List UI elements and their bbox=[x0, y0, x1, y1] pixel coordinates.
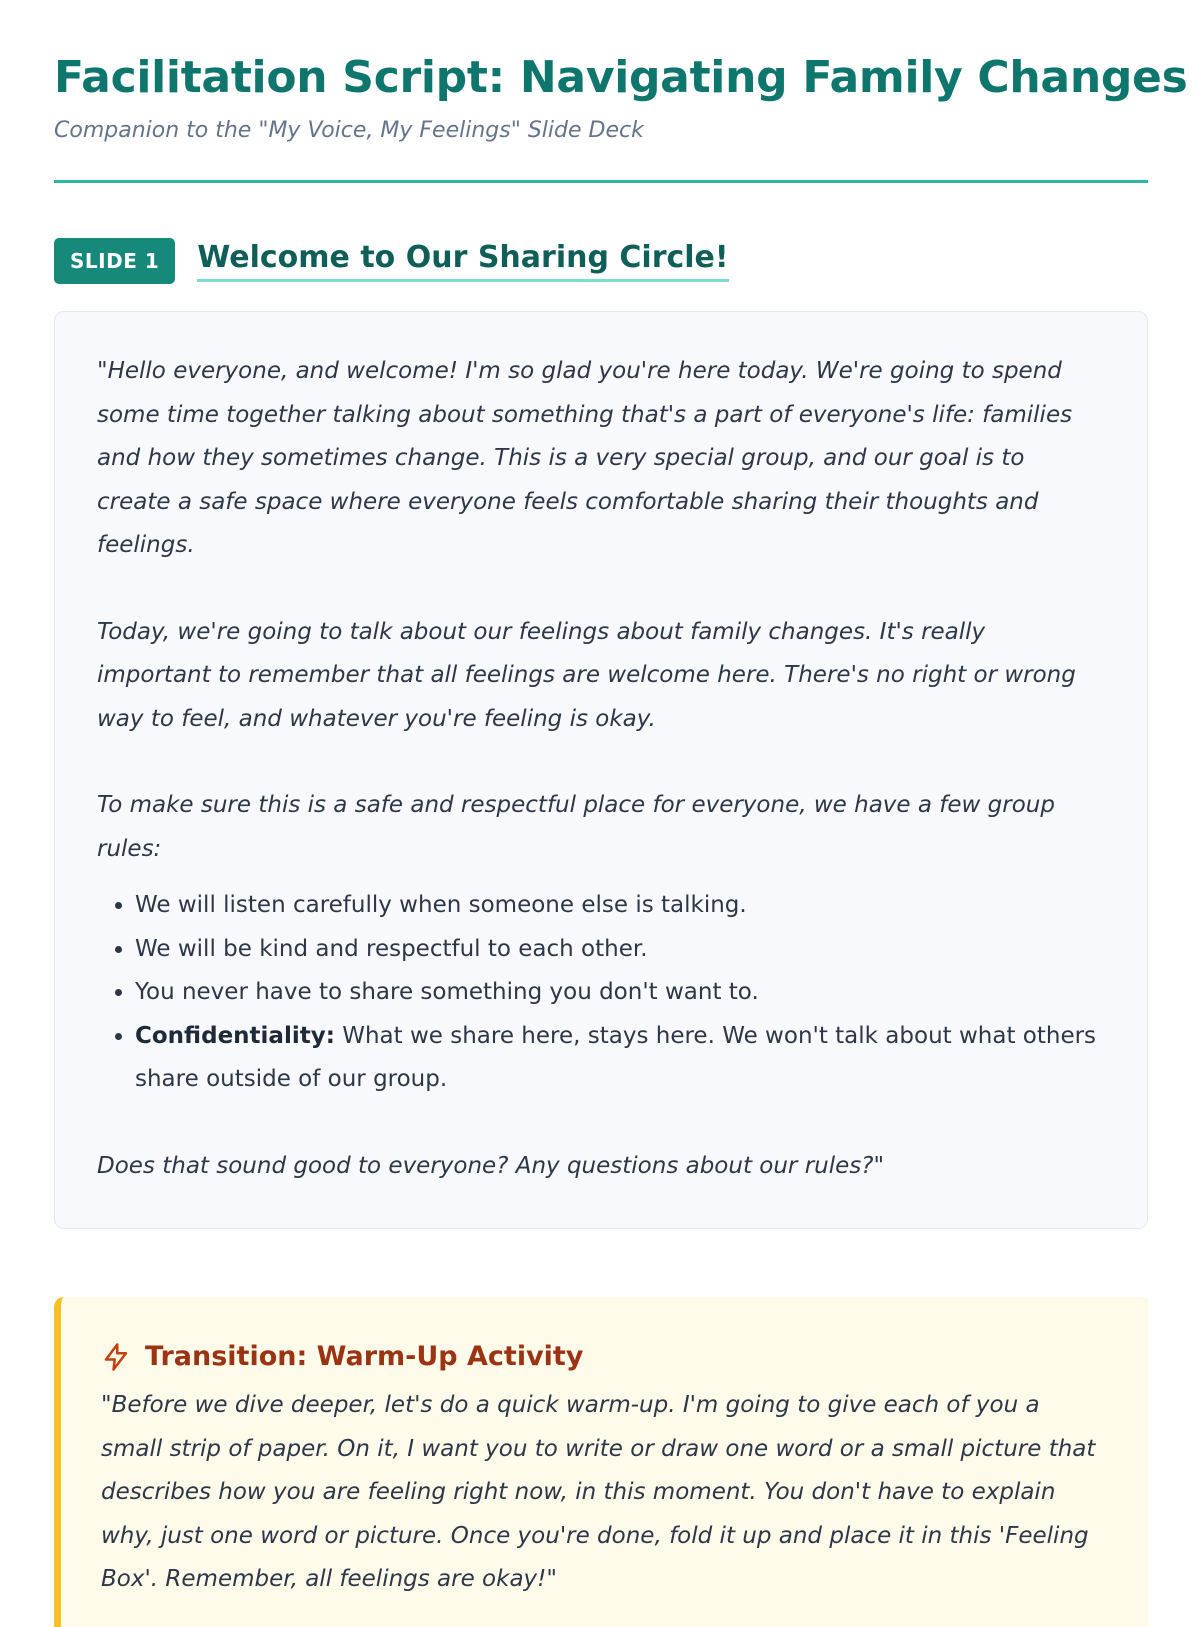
rule-item: • We will listen carefully when someone else is talking. bbox=[135, 884, 1105, 928]
transition-title: Transition: Warm-Up Activity bbox=[145, 1341, 584, 1372]
script-card bbox=[54, 311, 1148, 1229]
page-subtitle: Companion to the "My Voice, My Feelings" Slide Deck bbox=[54, 118, 644, 143]
confidentiality-label: Confidentiality: bbox=[135, 1022, 335, 1049]
transition-callout bbox=[54, 1297, 1148, 1627]
rule-item: • We will be kind and respectful to each other. bbox=[135, 928, 1105, 972]
script-paragraph-feelings: Today, we're going to talk about our feelings about family changes. It's really important to remember that all feelings are welcome here. There's no right or wrong way to feel, and whatever you're feeling is okay. bbox=[97, 618, 1076, 732]
script-paragraph-welcome: "Hello everyone, and welcome! I'm so glad you're here today. We're going to spend some time together talking about something that's a part of everyone's life: families and how they sometimes change. This is a very special group, and our goal is to create a safe space where everyone feels comfortable sharing their thoughts and feelings. bbox=[97, 358, 1073, 558]
page-title: Facilitation Script: Navigating Family Changes bbox=[54, 52, 1188, 103]
rule-item-confidentiality bbox=[135, 1015, 1105, 1102]
confidentiality-text: What we share here, stays here. We won't talk about what others share outside of our group. bbox=[135, 1022, 1097, 1092]
slide-title: Welcome to Our Sharing Circle! bbox=[197, 240, 728, 282]
lightning-bolt-icon bbox=[101, 1342, 131, 1372]
title-divider bbox=[54, 180, 1148, 183]
slide-number-badge: SLIDE 1 bbox=[54, 238, 175, 284]
script-paragraph-rules-intro: To make sure this is a safe and respectful place for everyone, we have a few group rules: bbox=[97, 792, 1055, 862]
transition-text: "Before we dive deeper, let's do a quick warm-up. I'm going to give each of you a small strip of paper. On it, I want you to write or draw one word or a small picture that describes how you are feeling right now, in this moment. You don't have to explain why, just one word or picture. Once you're done, fold it up and place it in this 'Feeling Box'. Remember, all feelings are okay!" bbox=[101, 1392, 1096, 1592]
group-rules-list bbox=[97, 884, 1105, 1102]
slide-header bbox=[54, 238, 729, 284]
transition-header bbox=[101, 1341, 1108, 1372]
rule-item: • You never have to share something you don't want to. bbox=[135, 971, 1105, 1015]
script-paragraph-closing: Does that sound good to everyone? Any questions about our rules?" bbox=[97, 1152, 885, 1179]
